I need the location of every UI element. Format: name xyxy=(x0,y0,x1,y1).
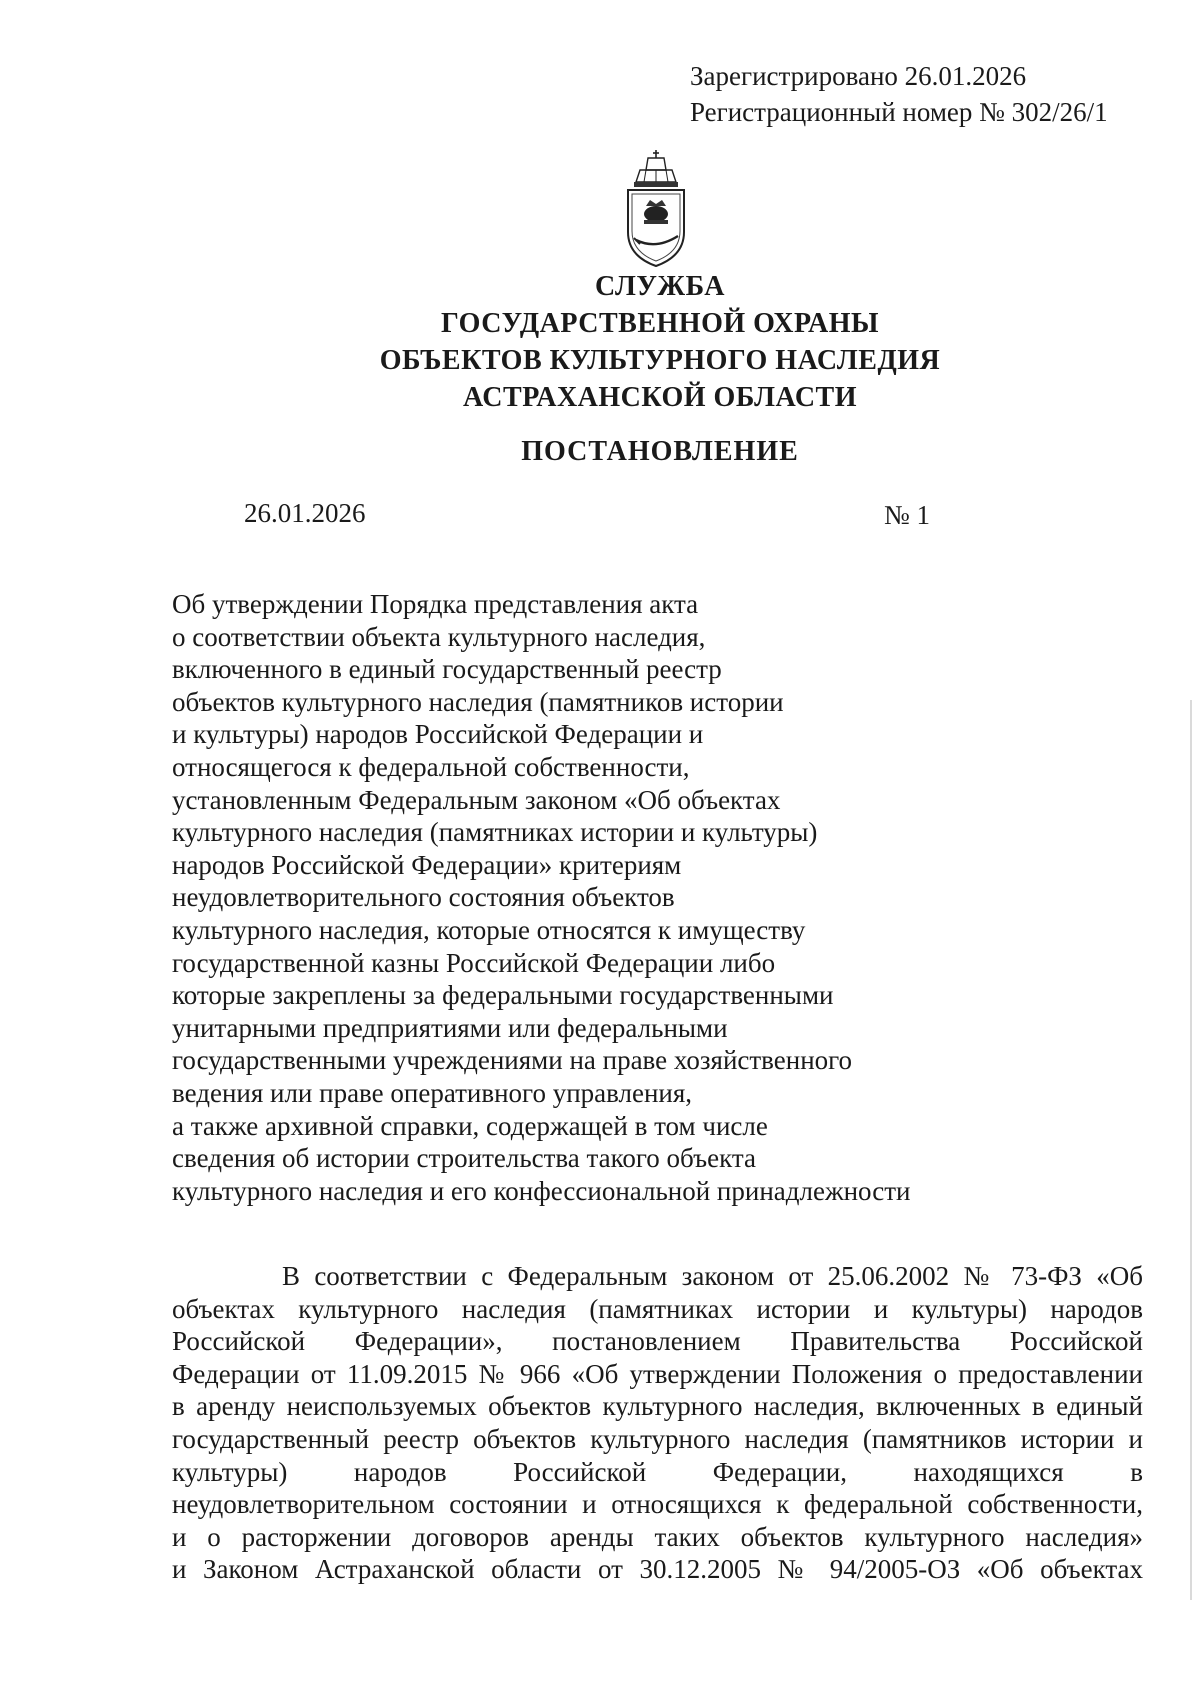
subject-line: ведения или праве оперативного управления, xyxy=(172,1077,693,1108)
body-line: и Законом Астраханской области от 30.12.2005 № 94/2005-ОЗ «Об объектах xyxy=(172,1554,1143,1585)
header-line-4: АСТРАХАНСКОЙ ОБЛАСТИ xyxy=(462,382,858,413)
subject-line: государственной казны Российской Федерации либо xyxy=(172,947,776,978)
header-line-2: ГОСУДАРСТВЕННОЙ ОХРАНЫ xyxy=(441,308,879,339)
document-body-paragraph xyxy=(172,1260,1143,1586)
subject-line: неудовлетворительного состояния объектов xyxy=(172,882,675,913)
subject-line: унитарными предприятиями или федеральными xyxy=(172,1012,728,1043)
subject-line: государственными учреждениями на праве хозяйственного xyxy=(172,1045,853,1076)
subject-line: установленным Федеральным законом «Об объектах xyxy=(172,784,781,815)
document-number: № 1 xyxy=(884,500,931,530)
registration-stamp xyxy=(690,58,1108,130)
subject-line: культурного наследия и его конфессиональной принадлежности xyxy=(172,1175,911,1206)
body-line: Федерации от 11.09.2015 № 966 «Об утверждении Положения о предоставлении xyxy=(172,1358,1143,1389)
body-line: объектах культурного наследия (памятниках истории и культуры) народов xyxy=(172,1293,1143,1324)
registration-date: Зарегистрировано 26.01.2026 xyxy=(690,61,1027,91)
coat-of-arms-icon xyxy=(622,148,690,272)
header-line-1: СЛУЖБА xyxy=(595,271,725,302)
agency-header xyxy=(0,268,1200,416)
subject-line: и культуры) народов Российской Федерации и xyxy=(172,719,704,750)
subject-line: культурного наследия (памятниках истории и культуры) xyxy=(172,817,818,848)
subject-line: сведения об истории строительства такого объекта xyxy=(172,1143,756,1174)
body-line: культуры) народов Российской Федерации, находящихся в xyxy=(172,1456,1143,1487)
subject-line: Об утверждении Порядка представления акта xyxy=(172,589,699,619)
body-line: Российской Федерации», постановлением Правительства Российской xyxy=(172,1326,1143,1357)
subject-line: а также архивной справки, содержащей в том числе xyxy=(172,1110,768,1141)
body-line: государственный реестр объектов культурного наследия (памятников истории и xyxy=(172,1423,1143,1454)
subject-line: народов Российской Федерации» критериям xyxy=(172,849,682,880)
scan-edge-mark xyxy=(1190,700,1192,1600)
document-subject xyxy=(172,588,910,1207)
body-line: в аренду неиспользуемых объектов культурного наследия, включенных в единый xyxy=(172,1391,1143,1422)
body-line: и о расторжении договоров аренды таких объектов культурного наследия» xyxy=(172,1521,1143,1552)
header-line-3: ОБЪЕКТОВ КУЛЬТУРНОГО НАСЛЕДИЯ xyxy=(379,345,941,376)
subject-line: относящегося к федеральной собственности, xyxy=(172,751,690,782)
subject-line: включенного в единый государственный реестр xyxy=(172,654,722,685)
subject-line: объектов культурного наследия (памятников истории xyxy=(172,686,784,717)
subject-line: культурного наследия, которые относятся к имуществу xyxy=(172,914,806,945)
body-line: неудовлетворительном состоянии и относящихся к федеральной собственности, xyxy=(172,1489,1143,1520)
registration-number: Регистрационный номер № 302/26/1 xyxy=(690,97,1108,127)
subject-line: о соответствии объекта культурного наследия, xyxy=(172,621,706,652)
subject-line: которые закреплены за федеральными государственными xyxy=(172,980,834,1011)
body-line: В соответствии с Федеральным законом от 25.06.2002 № 73-ФЗ «Об xyxy=(282,1261,1143,1291)
document-type: ПОСТАНОВЛЕНИЕ xyxy=(521,436,799,467)
document-date: 26.01.2026 xyxy=(244,498,366,528)
